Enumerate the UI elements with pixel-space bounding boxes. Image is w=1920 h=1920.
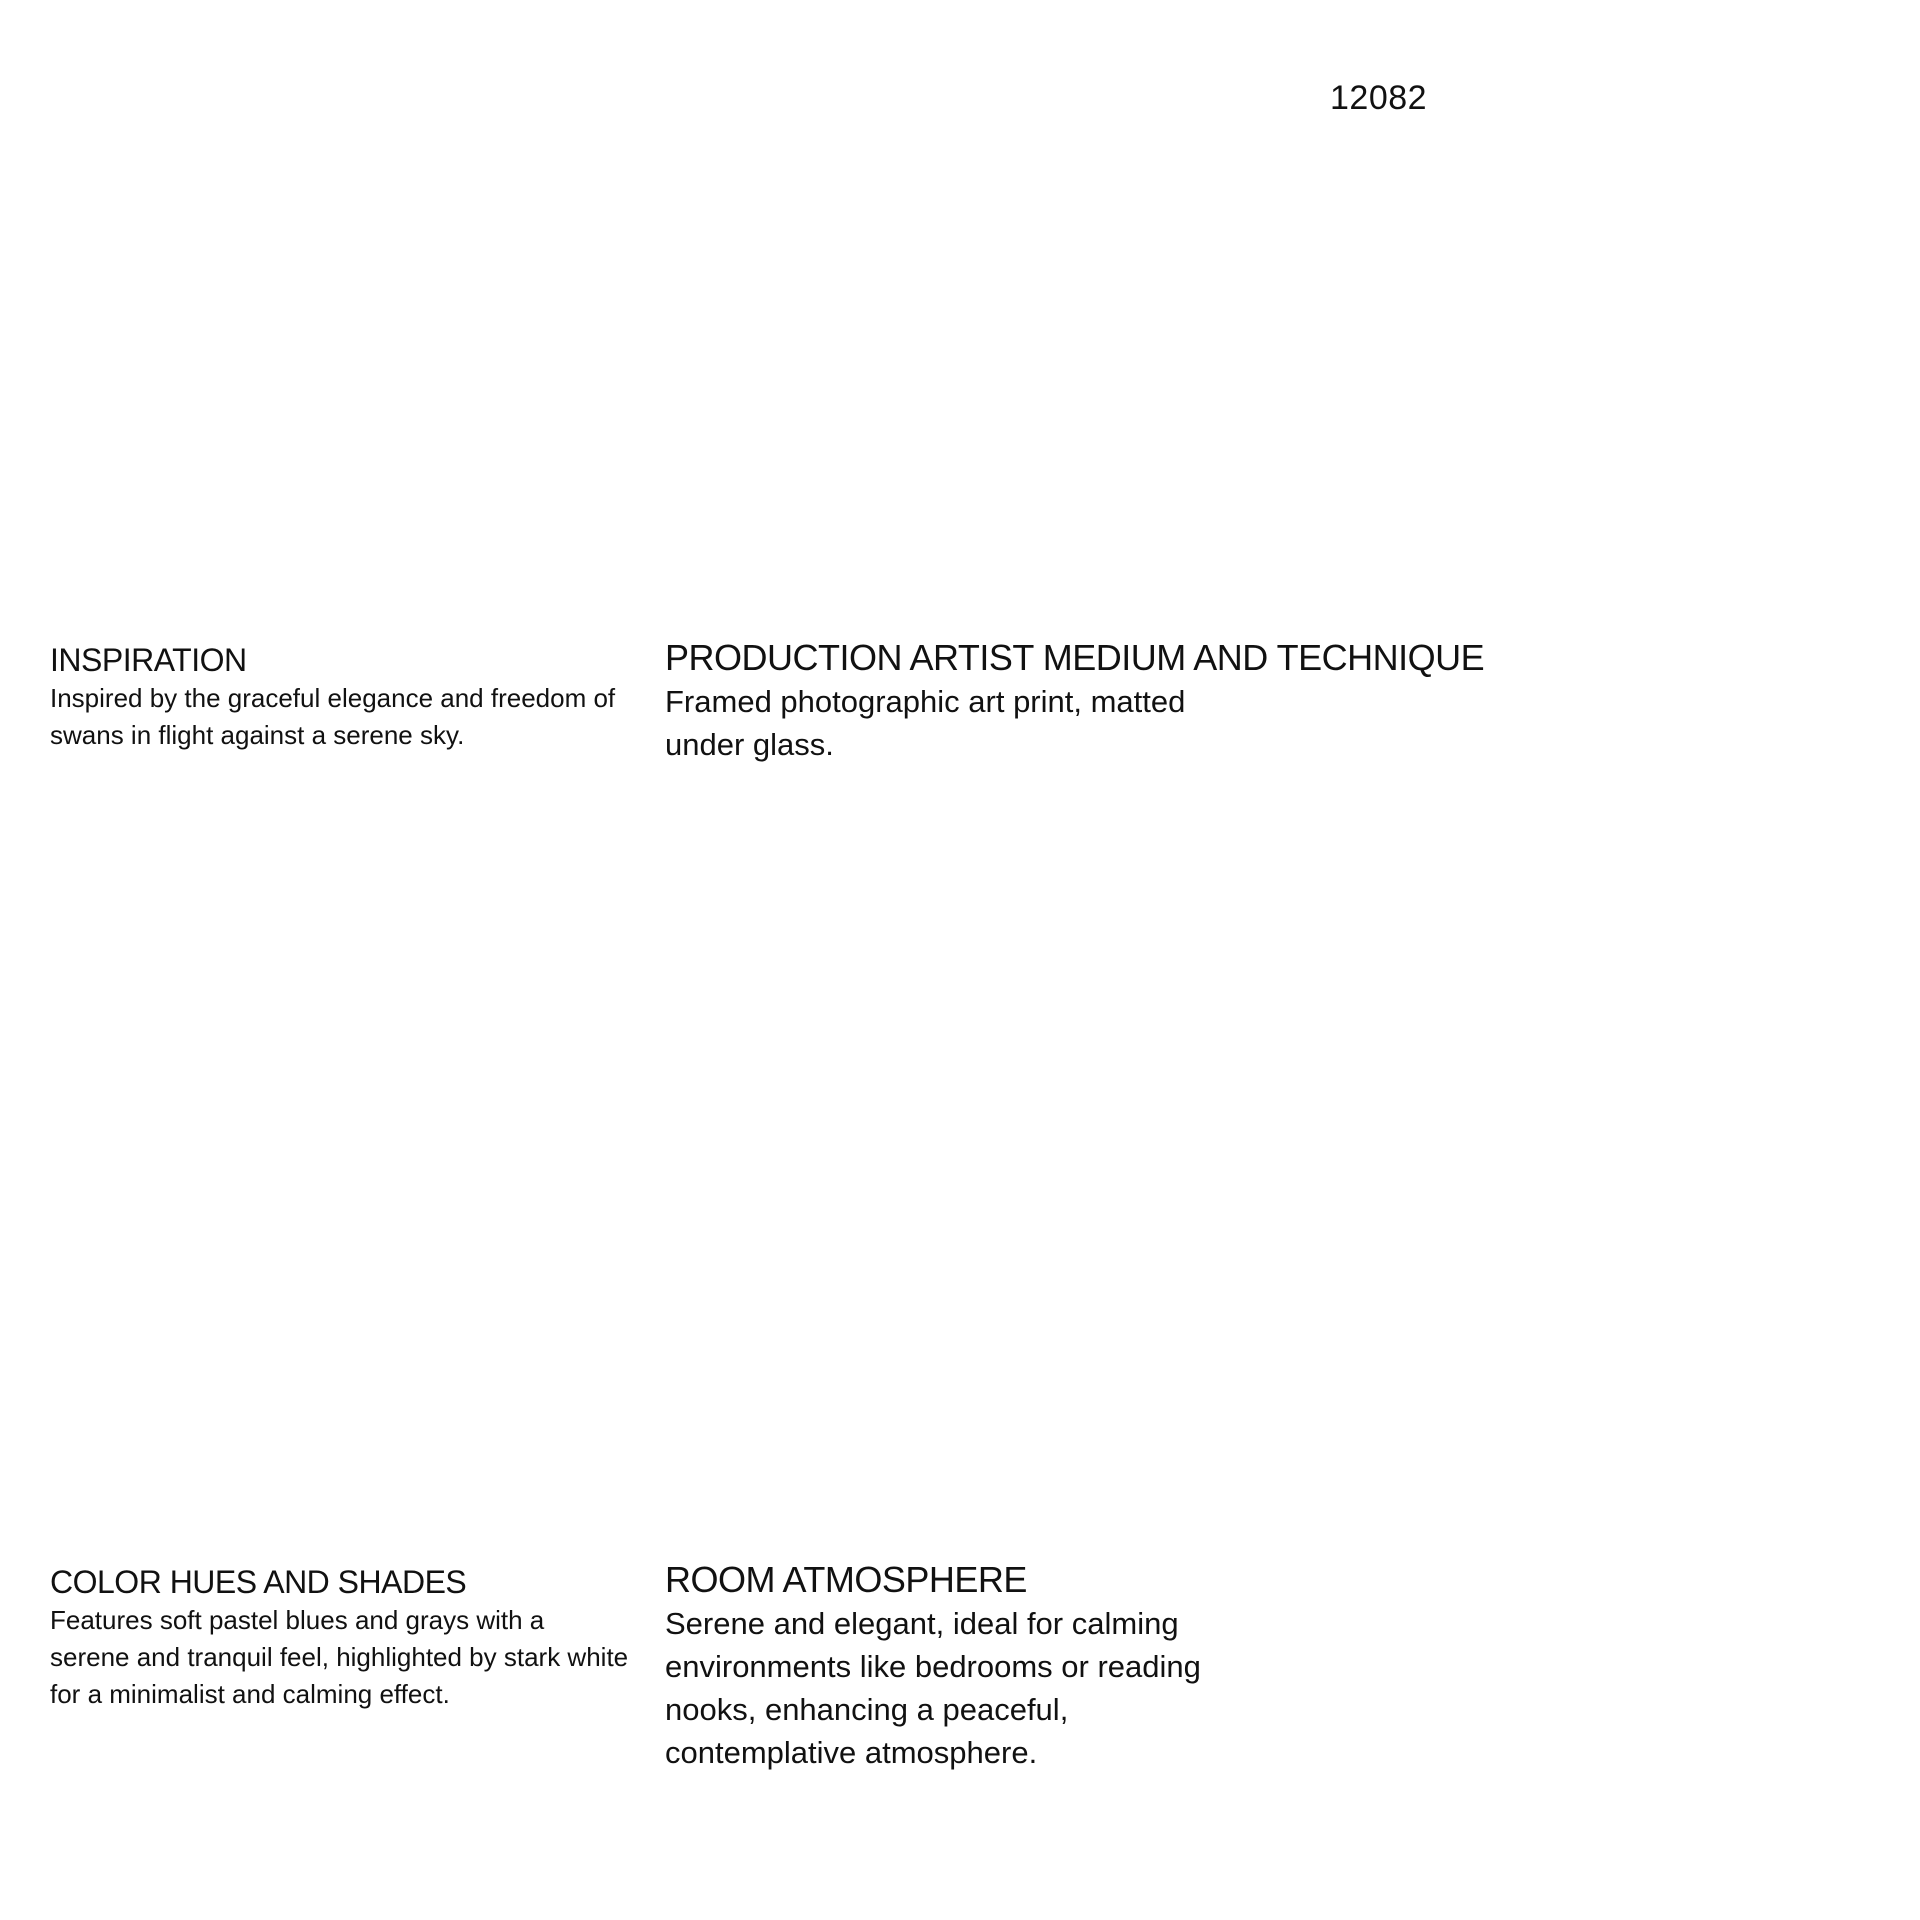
room-atmosphere-text: Serene and elegant, ideal for calming environments like bedrooms or reading nooks, enhancing a peaceful, contemplative atmosphere. [665,1606,1201,1770]
document-code: 12082 [1330,79,1428,117]
room-atmosphere-section [665,1558,1565,1774]
color-section [50,1562,630,1713]
room-atmosphere-heading: ROOM ATMOSPHERE [665,1559,1027,1600]
color-heading: COLOR HUES AND SHADES [50,1564,467,1600]
production-section [665,636,1565,766]
inspiration-section [50,640,630,754]
inspiration-text: Inspired by the graceful elegance and freedom of swans in flight against a serene sky. [50,683,616,750]
color-text: Features soft pastel blues and grays with a serene and tranquil feel, highlighted by stark white for a minimalist and calming effect. [50,1605,629,1709]
production-heading: PRODUCTION ARTIST MEDIUM AND TECHNIQUE [665,637,1485,678]
production-text: Framed photographic art print, matted under glass. [665,684,1186,762]
inspiration-heading: INSPIRATION [50,642,247,678]
